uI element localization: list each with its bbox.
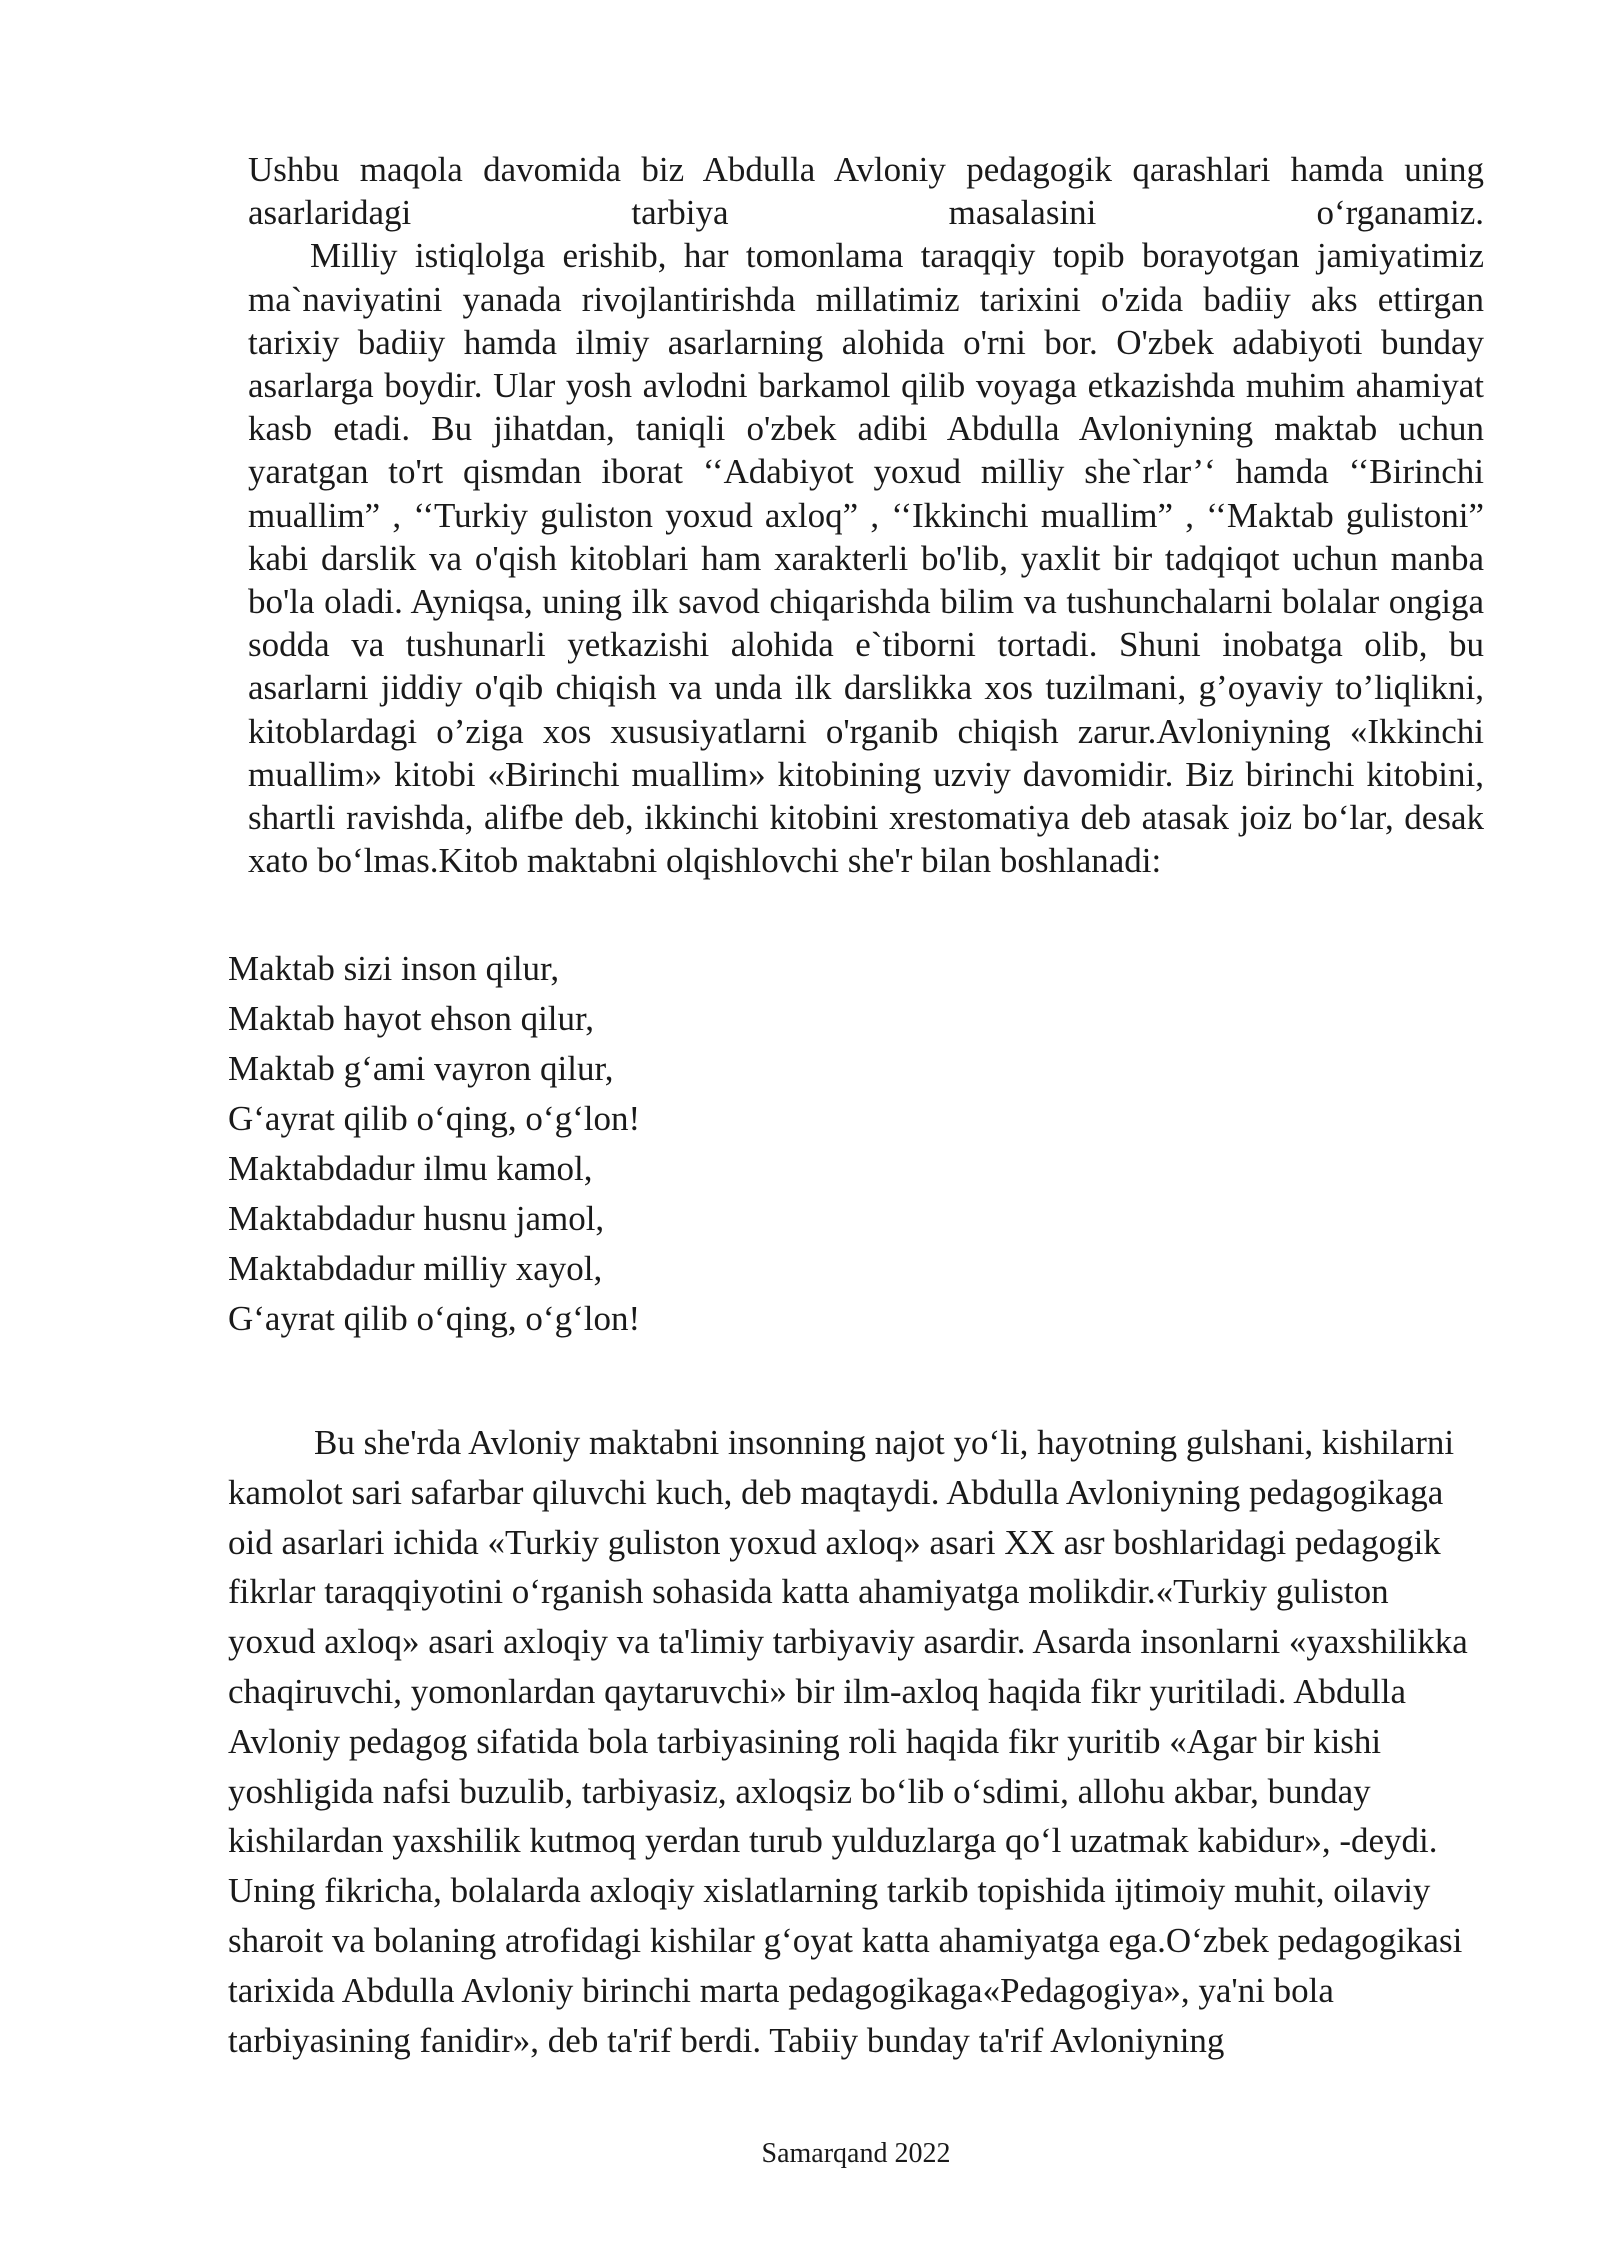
poem-line: Maktab hayot ehson qilur,: [228, 999, 595, 1038]
intro-paragraph: Ushbu maqola davomida biz Abdulla Avloniy pedagogik qarashlari hamda uning asarlaridagi tarbiya masalasini o‘rganamiz.: [248, 150, 1484, 233]
poem-line: Maktabdadur milliy xayol,: [228, 1249, 603, 1288]
commentary-section: [228, 1418, 1480, 2065]
poem: [228, 944, 640, 1344]
poem-line: G‘ayrat qilib o‘qing, o‘g‘lon!: [228, 1299, 641, 1338]
body-paragraph: Milliy istiqlolga erishib, har tomonlama taraqqiy topib borayotgan jamiyatimiz ma`naviyatini yanada rivojlantirishda millatimiz tarixini o'zida badiiy aks ettirgan tarixiy badiiy hamda ilmiy asarlarning alohida o'rni bor. O'zbek adabiyoti bunday asarlarga boydir. Ular yosh avlodni barkamol qilib voyaga etkazishda muhim ahamiyat kasb etadi. Bu jihatdan, taniqli o'zbek adibi Abdulla Avloniyning maktab uchun yaratgan to'rt qismdan iborat ‘‘Adabiyot yoxud milliy she`rlar’‘ hamda ‘‘Birinchi muallim” , ‘‘Turkiy guliston yoxud axloq” , ‘‘Ikkinchi muallim” , ‘‘Maktab gulistoni” kabi darslik va o'qish kitoblari ham xarakterli bo'lib, yaxlit bir tadqiqot uchun manba bo'la oladi. Ayniqsa, uning ilk savod chiqarishda bilim va tushunchalarni bolalar ongiga sodda va tushunarli yetkazishi alohida e`tiborni tortadi. Shuni inobatga olib, bu asarlarni jiddiy o'qib chiqish va unda ilk darslikka xos tuzilmani, g’oyaviy to’liqlikni, kitoblardagi o’ziga xos xususiyatlarni o'rganib chiqish zarur.Avloniyning «Ikkinchi muallim» kitobi «Birinchi muallim» kitobining uzviy davomidir. Biz birinchi kitobini, shartli ravishda, alifbe deb, ikkinchi kitobini xrestomatiya deb atasak joiz bo‘lar, desak xato bo‘lmas.Kitob maktabni olqishlovchi she'r bilan boshlanadi:: [248, 236, 1484, 881]
commentary-paragraph: Bu she'rda Avloniy maktabni insonning najot yo‘li, hayotning gulshani, kishilarni kamolot sari safarbar qiluvchi kuch, deb maqtaydi. Abdulla Avloniyning pedagogikaga oid asarlari ichida «Turkiy guliston yoxud axloq» asari XX asr boshlaridagi pedagogik fikrlar taraqqiyotini o‘rganish sohasida katta ahamiyatga molikdir.«Turkiy guliston yoxud axloq» asari axloqiy va ta'limiy tarbiyaviy asardir. Asarda insonlarni «yaxshilikka chaqiruvchi, yomonlardan qaytaruvchi» bir ilm-axloq haqida fikr yuritiladi. Abdulla Avloniy pedagog sifatida bola tarbiyasining roli haqida fikr yuritib «Agar bir kishi yoshligida nafsi buzulib, tarbiyasiz, axloqsiz bo‘lib o‘sdimi, allohu akbar, bunday kishilardan yaxshilik kutmoq yerdan turub yulduzlarga qo‘l uzatmak kabidur», -deydi. Uning fikricha, bolalarda axloqiy xislatlarning tarkib topishida ijtimoiy muhit, oilaviy sharoit va bolaning atrofidagi kishilar g‘oyat katta ahamiyatga ega.O‘zbek pedagogikasi tarixida Abdulla Avloniy birinchi marta pedagogikaga«Pedagogiya», ya'ni bola tarbiyasining fanidir», deb ta'rif berdi. Tabiiy bunday ta'rif Avloniyning: [228, 1423, 1468, 2060]
poem-line: Maktabdadur ilmu kamol,: [228, 1149, 593, 1188]
page-footer: Samarqand 2022: [761, 2138, 951, 2169]
poem-line: Maktab sizi inson qilur,: [228, 949, 560, 988]
intro-section: [248, 148, 1484, 882]
poem-line: G‘ayrat qilib o‘qing, o‘g‘lon!: [228, 1099, 641, 1138]
poem-line: Maktab g‘ami vayron qilur,: [228, 1049, 614, 1088]
poem-line: Maktabdadur husnu jamol,: [228, 1199, 605, 1238]
